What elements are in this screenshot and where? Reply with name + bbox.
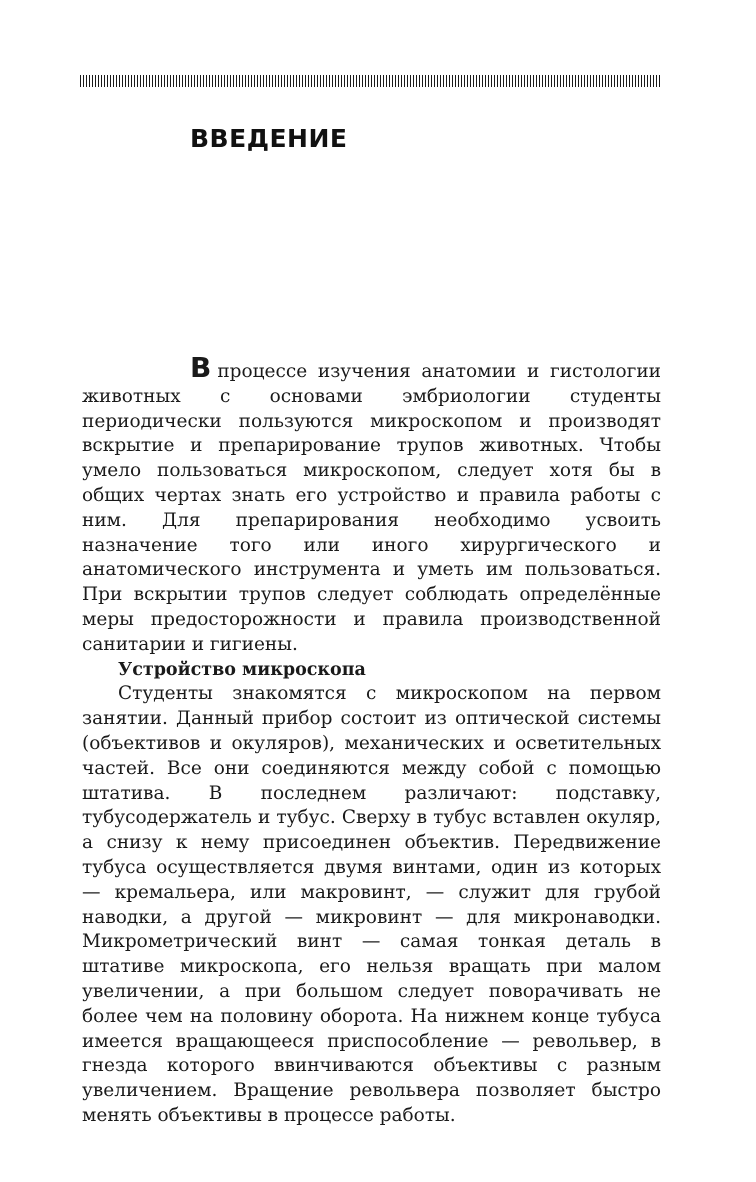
dropcap-letter: В [190,351,212,384]
chapter-title: ВВЕДЕНИЕ [190,124,348,153]
intro-text: процессе изучения анатомии и гистологии животных с основами эмбриологии студенты периодически пользуются микроскопом и производят вскрытие и препарирование трупов животных. Чтобы умело пользоваться микроскопом, следует хотя бы в общих чертах знать его устройство и правила работы с ним. Для препарирования необходимо усвоить назначение того или иного хирургического и анатомического инструмента и уметь им пользоваться. При вскрытии трупов следует соблюдать определённые меры предосторожности и правила производственной санитарии и гигиены. [82,361,661,655]
section-paragraph: Студенты знакомятся с микроскопом на первом занятии. Данный прибор состоит из оптической системы (объективов и окуляров), механических и осветительных частей. Все они соединяются между собой с помощью штатива. В последнем различают: подставку, тубусодержатель и тубус. Сверху в тубус вставлен окуляр, а снизу к нему присоединен объектив. Передвижение тубуса осуществляется двумя винтами, один из которых — кремальера, или макровинт, — служит для грубой наводки, а другой — микровинт — для микронаводки. Микрометрический винт — самая тонкая деталь в штативе микроскопа, его нельзя вращать при малом увеличении, а при большом следует поворачивать не более чем на половину оборота. На нижнем конце тубуса имеется вращающееся приспособление — револьвер, в гнезда которого ввинчиваются объективы с разным увеличением. Вращение револьвера позволяет быстро менять объективы в процессе работы. [82,683,661,1126]
section-heading: Устройство микроскопа [118,659,366,680]
header-rule [80,75,662,87]
main-text [82,351,661,1129]
intro-paragraph [82,351,661,658]
